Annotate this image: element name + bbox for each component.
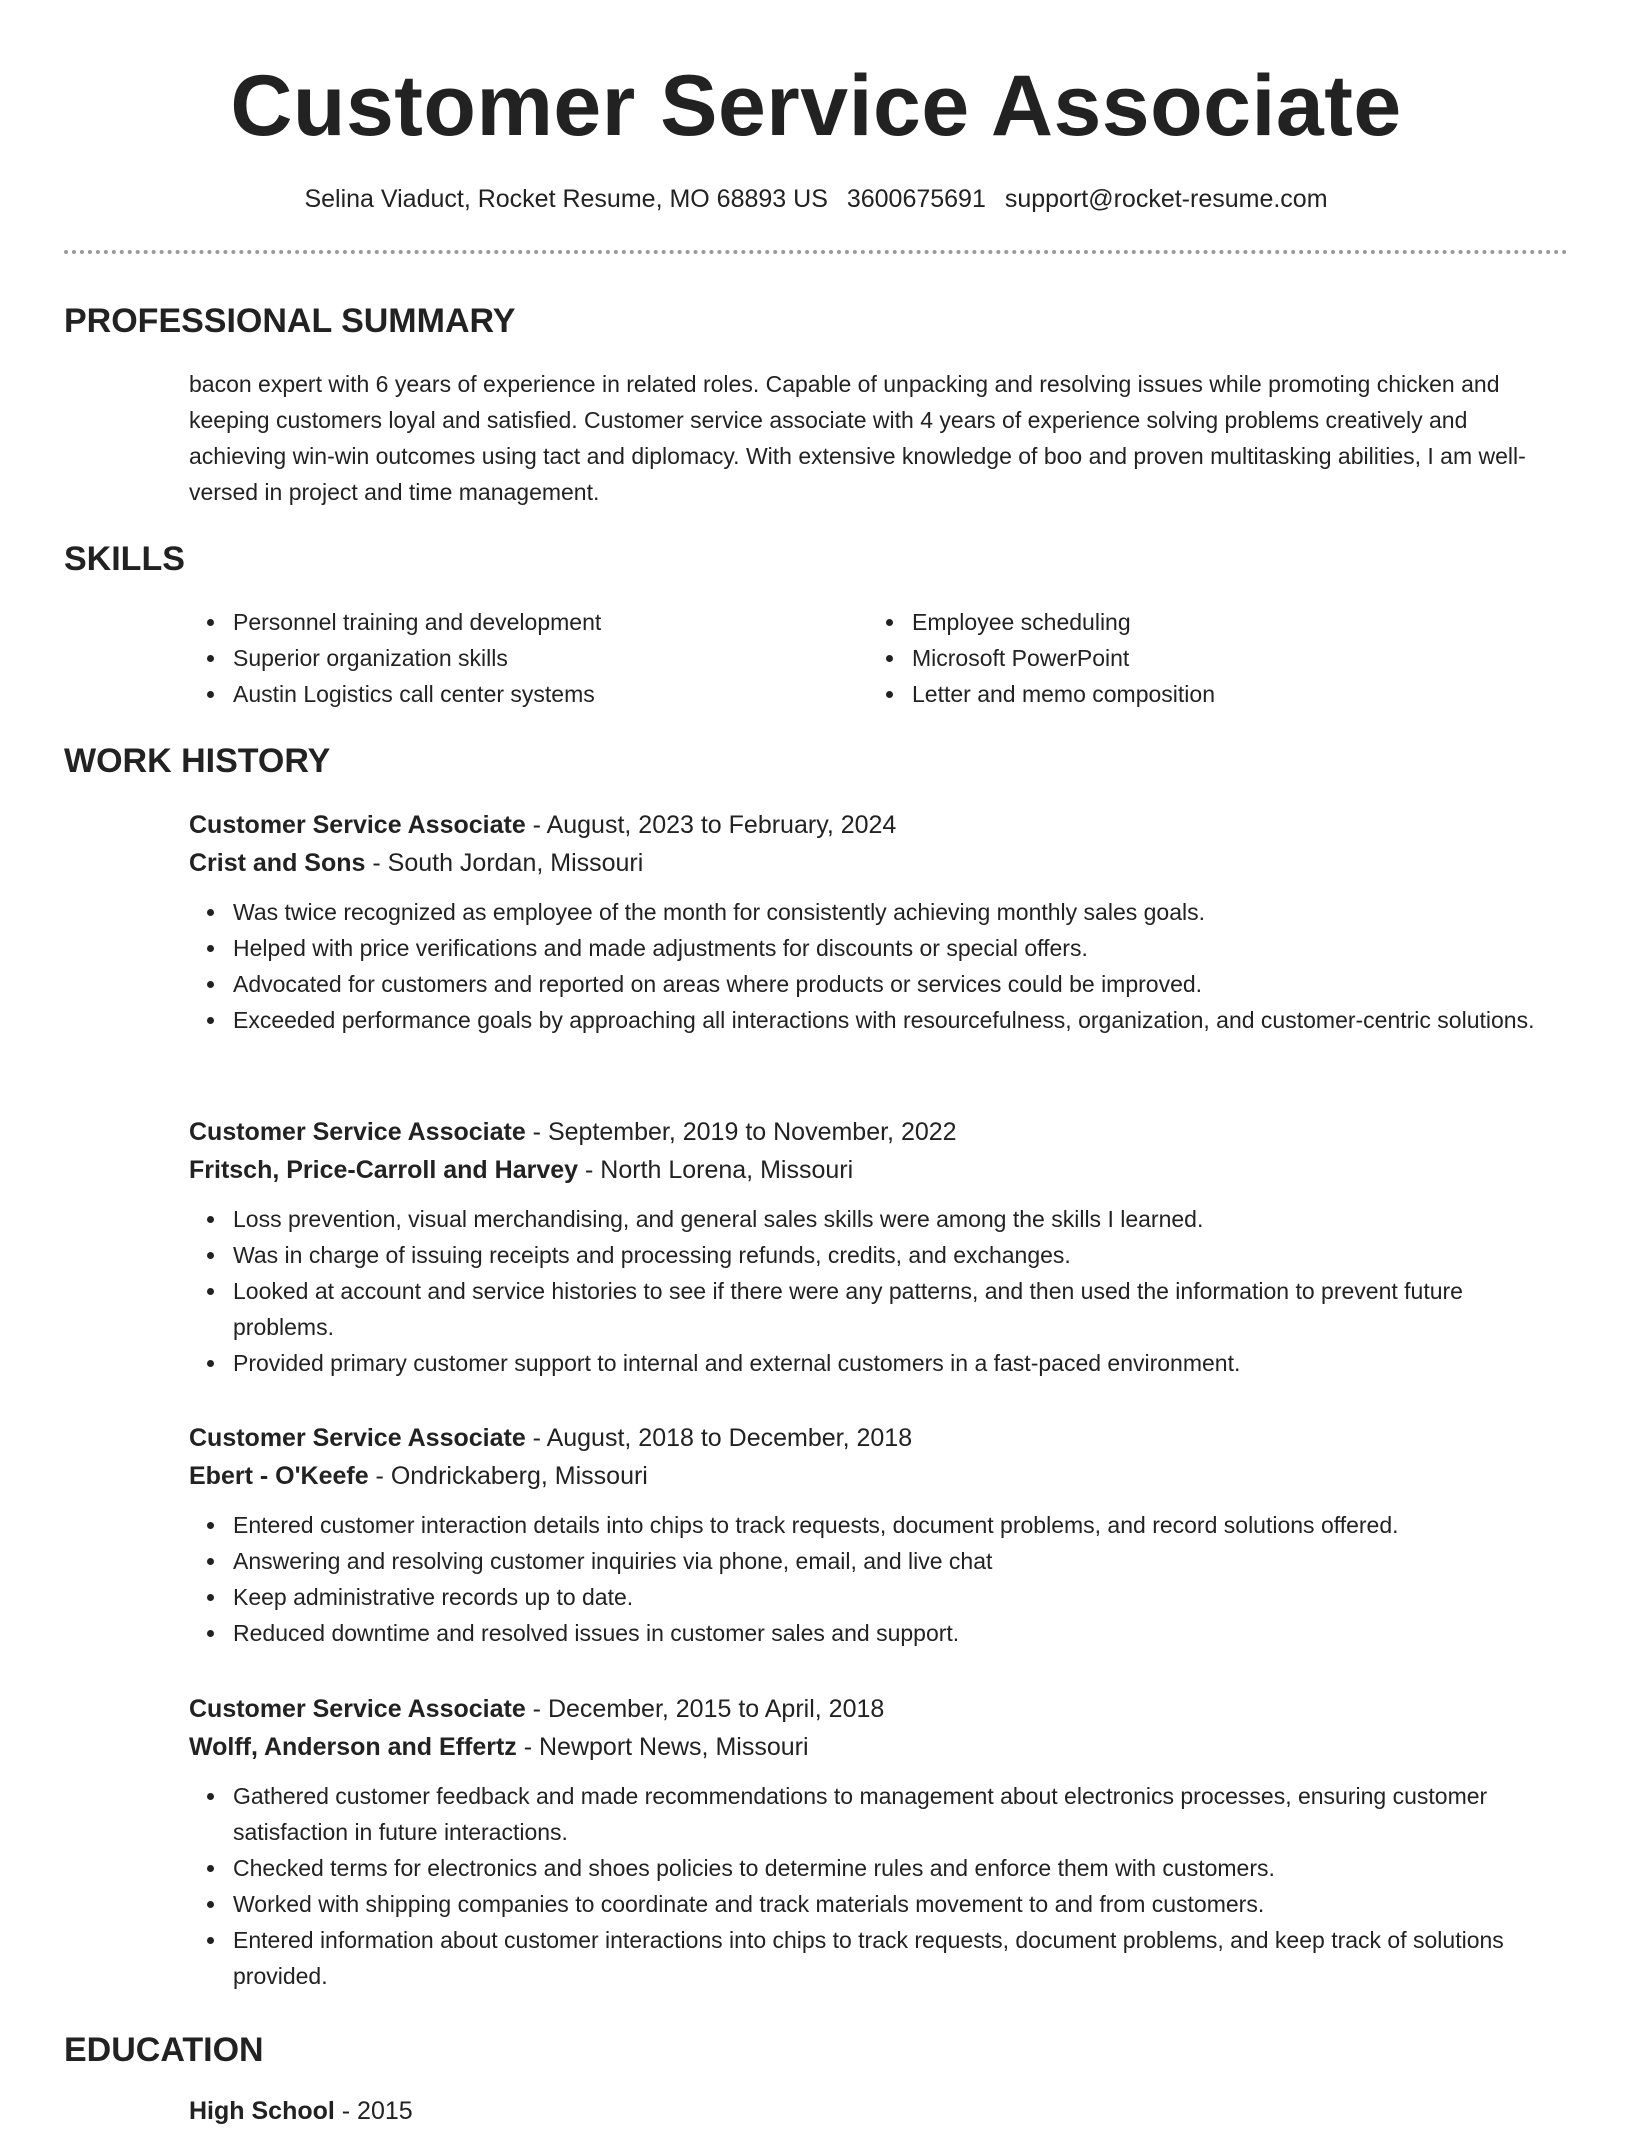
skills-column-left xyxy=(189,604,829,712)
job-company-line xyxy=(189,1728,1569,1766)
skill-item: Austin Logistics call center systems xyxy=(189,676,829,712)
job-bullet: Keep administrative records up to date. xyxy=(189,1579,1569,1615)
job-bullet: Loss prevention, visual merchandising, and general sales skills were among the skills I learned. xyxy=(189,1201,1569,1237)
skill-item: Employee scheduling xyxy=(868,604,1508,640)
job-company: Ebert - O'Keefe xyxy=(189,1462,369,1490)
header-divider xyxy=(64,250,1568,254)
skills-column-right xyxy=(868,604,1508,712)
job-bullet: Provided primary customer support to internal and external customers in a fast-paced environment. xyxy=(189,1345,1569,1381)
job-dates: - December, 2015 to April, 2018 xyxy=(525,1695,885,1723)
candidate-title: Customer Service Associate xyxy=(230,58,1402,154)
job-dates: - August, 2018 to December, 2018 xyxy=(525,1424,913,1452)
job-bullet: Gathered customer feedback and made recommendations to management about electronics processes, ensuring customer satisfaction in future interactions. xyxy=(189,1778,1569,1850)
education-entry xyxy=(189,2092,413,2130)
job-bullet: Entered customer interaction details into chips to track requests, document problems, and record solutions offered. xyxy=(189,1507,1569,1543)
job-location: - North Lorena, Missouri xyxy=(578,1156,854,1184)
job-bullet: Checked terms for electronics and shoes policies to determine rules and enforce them with customers. xyxy=(189,1850,1569,1886)
job-role-line xyxy=(189,1419,1569,1457)
work-history-heading: WORK HISTORY xyxy=(64,742,331,780)
job-company-line xyxy=(189,844,1569,882)
job-role-line xyxy=(189,1113,1569,1151)
job-entry xyxy=(189,806,1569,1038)
contact-email[interactable]: support@rocket-resume.com xyxy=(1004,185,1328,213)
job-location: - South Jordan, Missouri xyxy=(365,849,644,877)
summary-heading: PROFESSIONAL SUMMARY xyxy=(64,302,516,340)
job-entry xyxy=(189,1690,1569,1994)
job-role: Customer Service Associate xyxy=(189,1118,526,1146)
job-dates: - August, 2023 to February, 2024 xyxy=(525,811,897,839)
job-dates: - September, 2019 to November, 2022 xyxy=(525,1118,957,1146)
skill-item: Letter and memo composition xyxy=(868,676,1508,712)
job-entry xyxy=(189,1419,1569,1651)
skills-heading: SKILLS xyxy=(64,540,185,578)
summary-text: bacon expert with 6 years of experience in related roles. Capable of unpacking and resolving issues while promoting chicken and keeping customers loyal and satisfied. Customer service associate with 4 years of experience solving problems creatively and achieving win-win outcomes using tact and diplomacy. With extensive knowledge of boo and proven multitasking abilities, I am well-versed in project and time management. xyxy=(189,371,1526,505)
job-company-line xyxy=(189,1151,1569,1189)
job-entry xyxy=(189,1113,1569,1381)
job-bullet: Advocated for customers and reported on areas where products or services could be improved. xyxy=(189,966,1569,1002)
job-role-line xyxy=(189,1690,1569,1728)
job-role-line xyxy=(189,806,1569,844)
job-role: Customer Service Associate xyxy=(189,1424,526,1452)
job-bullet: Exceeded performance goals by approaching all interactions with resourcefulness, organization, and customer-centric solutions. xyxy=(189,1002,1569,1038)
contact-address: Selina Viaduct, Rocket Resume, MO 68893 US xyxy=(304,185,828,213)
job-company: Wolff, Anderson and Effertz xyxy=(189,1733,517,1761)
job-bullet: Helped with price verifications and made adjustments for discounts or special offers. xyxy=(189,930,1569,966)
job-location: - Newport News, Missouri xyxy=(516,1733,809,1761)
job-bullet: Answering and resolving customer inquiries via phone, email, and live chat xyxy=(189,1543,1569,1579)
job-bullet: Was in charge of issuing receipts and processing refunds, credits, and exchanges. xyxy=(189,1237,1569,1273)
contact-line xyxy=(0,182,1632,216)
job-company: Crist and Sons xyxy=(189,849,366,877)
job-bullet: Reduced downtime and resolved issues in customer sales and support. xyxy=(189,1615,1569,1651)
job-company-line xyxy=(189,1457,1569,1495)
education-heading: EDUCATION xyxy=(64,2031,264,2069)
education-year: - 2015 xyxy=(334,2097,413,2125)
job-role: Customer Service Associate xyxy=(189,811,526,839)
job-bullet: Worked with shipping companies to coordinate and track materials movement to and from customers. xyxy=(189,1886,1569,1922)
job-bullet: Entered information about customer interactions into chips to track requests, document problems, and keep track of solutions provided. xyxy=(189,1922,1569,1994)
job-role: Customer Service Associate xyxy=(189,1695,526,1723)
job-bullet: Looked at account and service histories to see if there were any patterns, and then used the information to prevent future problems. xyxy=(189,1273,1569,1345)
skill-item: Microsoft PowerPoint xyxy=(868,640,1508,676)
education-degree: High School xyxy=(189,2097,335,2125)
job-company: Fritsch, Price-Carroll and Harvey xyxy=(189,1156,579,1184)
skill-item: Personnel training and development xyxy=(189,604,829,640)
contact-phone: 3600675691 xyxy=(846,185,986,213)
skill-item: Superior organization skills xyxy=(189,640,829,676)
job-bullet: Was twice recognized as employee of the month for consistently achieving monthly sales goals. xyxy=(189,894,1569,930)
job-location: - Ondrickaberg, Missouri xyxy=(368,1462,648,1490)
